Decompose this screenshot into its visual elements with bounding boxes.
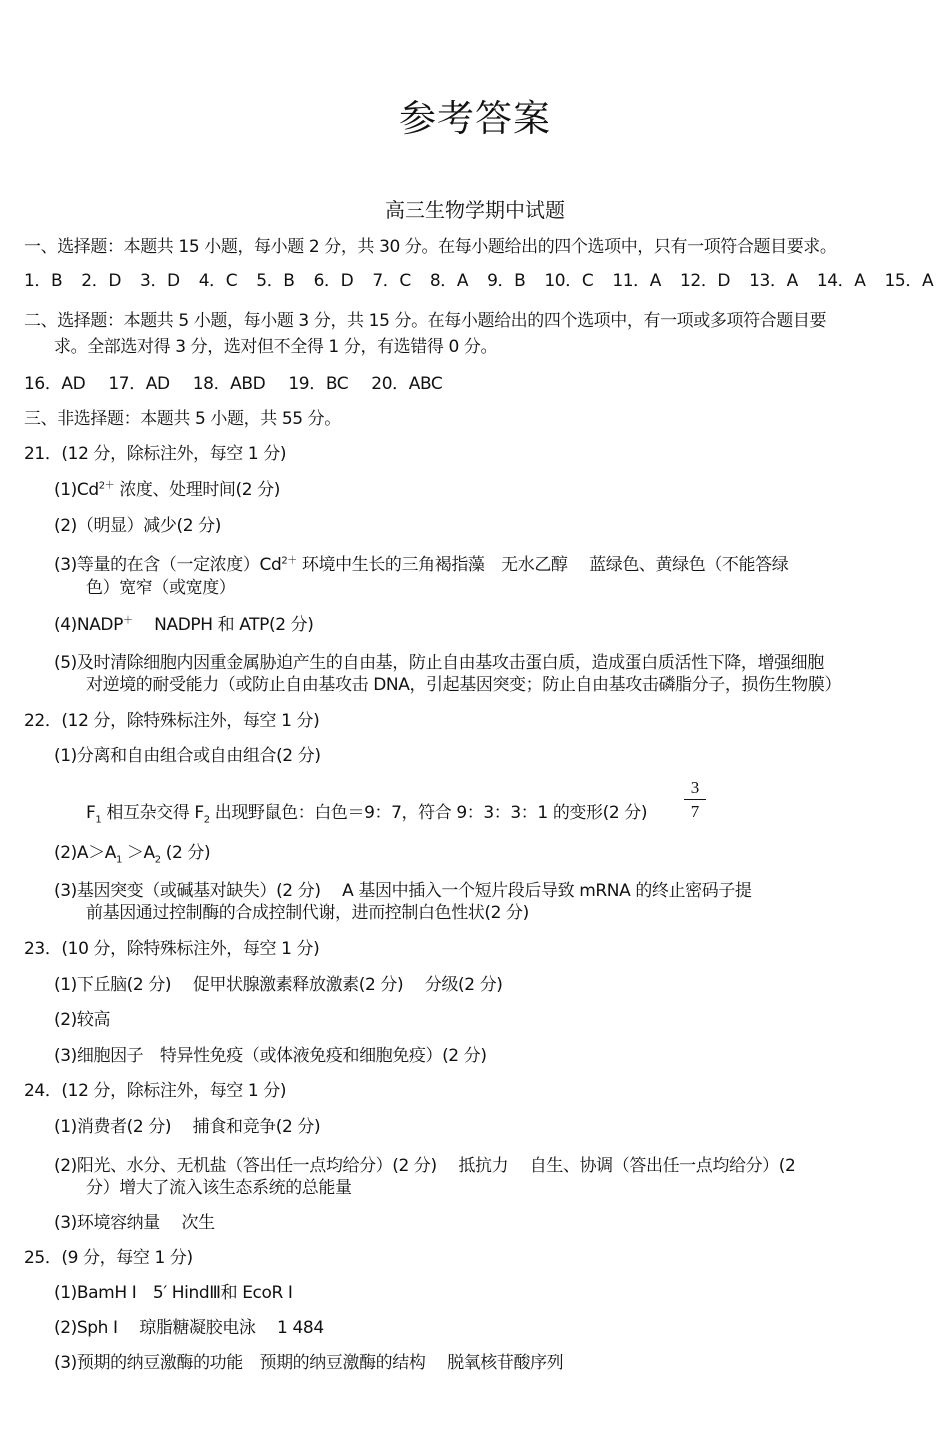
answer-20: 20．ABC bbox=[371, 374, 443, 394]
q23-answer-2: (2)较高 bbox=[54, 1010, 111, 1030]
fraction-numerator: 3 bbox=[690, 778, 700, 797]
q22-a2-post: (2 分) bbox=[160, 843, 211, 863]
subscript: 1 bbox=[95, 814, 102, 826]
subscript: 2 bbox=[154, 854, 161, 866]
section2-answers bbox=[24, 373, 442, 395]
q21-a4-text-post: NADPH 和 ATP(2 分) bbox=[132, 615, 314, 635]
q22-a2-text: (2)A＞A bbox=[54, 843, 116, 863]
q21-answer-1 bbox=[54, 479, 280, 501]
answer-6: 6．D bbox=[313, 271, 354, 291]
q22-answer-3-line1: (3)基因突变（或碱基对缺失）(2 分) A 基因中插入一个短片段后导致 mRNA 的终止密码子提 bbox=[54, 881, 752, 901]
fraction-3-7 bbox=[684, 778, 706, 822]
answer-19: 19．BC bbox=[288, 374, 349, 394]
section3-heading: 三、非选择题：本题共 5 小题，共 55 分。 bbox=[24, 409, 341, 429]
answer-15: 15．A bbox=[884, 271, 934, 291]
q21-answer-3-line1 bbox=[54, 554, 788, 576]
subscript: 1 bbox=[115, 854, 122, 866]
answer-1: 1．B bbox=[24, 271, 63, 291]
answer-8: 8．A bbox=[429, 271, 469, 291]
q21-a3-text: (3)等量的在含（一定浓度）Cd bbox=[54, 555, 282, 575]
q21-answer-2: (2)（明显）减少(2 分) bbox=[54, 516, 221, 536]
q24-answer-3: (3)环境容纳量 次生 bbox=[54, 1213, 215, 1233]
q21-a1-text-post: 浓度、处理时间(2 分) bbox=[119, 480, 281, 500]
answer-17: 17．AD bbox=[108, 374, 170, 394]
answer-18: 18．ABD bbox=[192, 374, 266, 394]
q25-answer-3: (3)预期的纳豆激酶的功能 预期的纳豆激酶的结构 脱氧核苷酸序列 bbox=[54, 1353, 564, 1373]
q23-answer-1: (1)下丘脑(2 分) 促甲状腺激素释放激素(2 分) 分级(2 分) bbox=[54, 975, 503, 995]
q21-a3-text-post: 环境中生长的三角褐指藻 无水乙醇 蓝绿色、黄绿色（不能答绿 bbox=[301, 555, 789, 575]
page-title: 参考答案 bbox=[399, 97, 551, 140]
fraction-denominator: 7 bbox=[690, 802, 700, 821]
superscript: 2＋ bbox=[281, 555, 297, 567]
q21-header: 21．(12 分，除标注外，每空 1 分) bbox=[24, 444, 287, 464]
q24-header: 24．(12 分，除标注外，每空 1 分) bbox=[24, 1081, 287, 1101]
answer-16: 16．AD bbox=[24, 374, 86, 394]
answer-12: 12．D bbox=[680, 271, 731, 291]
q22-text-post: 出现野鼠色：白色＝9：7，符合 9：3：3：1 的变形(2 分) bbox=[209, 803, 648, 823]
q21-a1-text: (1)Cd bbox=[54, 480, 99, 500]
section1-answers bbox=[24, 270, 933, 292]
q21-answer-3-line2: 色）宽窄（或宽度） bbox=[86, 578, 236, 598]
answer-13: 13．A bbox=[749, 271, 798, 291]
q25-answer-2: (2)Sph Ⅰ 琼脂糖凝胶电泳 1 484 bbox=[54, 1318, 324, 1338]
exam-subtitle: 高三生物学期中试题 bbox=[385, 198, 565, 222]
q22-answer-3-line2: 前基因通过控制酶的合成控制代谢，进而控制白色性状(2 分) bbox=[86, 903, 529, 923]
section2-heading-line1: 二、选择题：本题共 5 小题，每小题 3 分，共 15 分。在每小题给出的四个选项中，有一项或多项符合题目要 bbox=[24, 311, 827, 331]
q22-answer-1: (1)分离和自由组合或自由组合(2 分) bbox=[54, 746, 321, 766]
superscript: ＋ bbox=[122, 615, 133, 627]
q21-answer-5-line2: 对逆境的耐受能力（或防止自由基攻击 DNA，引起基因突变；防止自由基攻击磷脂分子，损伤生物膜） bbox=[86, 675, 842, 695]
fraction-bar bbox=[684, 799, 706, 800]
q25-answer-1: (1)BamH Ⅰ 5′ HindⅢ和 EcoR Ⅰ bbox=[54, 1283, 293, 1303]
answer-4: 4．C bbox=[198, 271, 238, 291]
q22-a2-mid: ＞A bbox=[121, 843, 155, 863]
q24-answer-2-line1: (2)阳光、水分、无机盐（答出任一点均给分）(2 分) 抵抗力 自生、协调（答出任一点均给分）(2 bbox=[54, 1156, 796, 1176]
section2-heading-line2: 求。全部选对得 3 分，选对但不全得 1 分，有选错得 0 分。 bbox=[54, 337, 498, 357]
answer-9: 9．B bbox=[487, 271, 526, 291]
q21-answer-5-line1: (5)及时清除细胞内因重金属胁迫产生的自由基，防止自由基攻击蛋白质，造成蛋白质活性下降，增强细胞 bbox=[54, 653, 824, 673]
answer-2: 2．D bbox=[81, 271, 122, 291]
q22-answer-2 bbox=[54, 842, 210, 864]
q22-f1-label: F bbox=[86, 803, 96, 823]
answer-14: 14．A bbox=[816, 271, 866, 291]
q24-answer-2-line2: 分）增大了流入该生态系统的总能量 bbox=[86, 1178, 352, 1198]
answer-5: 5．B bbox=[256, 271, 295, 291]
q22-header: 22．(12 分，除特殊标注外，每空 1 分) bbox=[24, 711, 320, 731]
answer-11: 11．A bbox=[612, 271, 661, 291]
answer-3: 3．D bbox=[140, 271, 180, 291]
q21-a4-text: (4)NADP bbox=[54, 615, 123, 635]
q22-answer-1b bbox=[86, 802, 647, 824]
q21-answer-4 bbox=[54, 614, 314, 636]
q23-answer-3: (3)细胞因子 特异性免疫（或体液免疫和细胞免疫）(2 分) bbox=[54, 1046, 487, 1066]
q25-header: 25．(9 分，每空 1 分) bbox=[24, 1248, 193, 1268]
q24-answer-1: (1)消费者(2 分) 捕食和竞争(2 分) bbox=[54, 1117, 321, 1137]
superscript: 2＋ bbox=[98, 480, 115, 492]
q22-text-mid: 相互杂交得 F bbox=[101, 803, 204, 823]
subscript: 2 bbox=[203, 814, 210, 826]
section1-heading: 一、选择题：本题共 15 小题，每小题 2 分，共 30 分。在每小题给出的四个选项中，只有一项符合题目要求。 bbox=[24, 237, 837, 257]
q23-header: 23．(10 分，除特殊标注外，每空 1 分) bbox=[24, 939, 320, 959]
answer-7: 7．C bbox=[372, 271, 411, 291]
answer-10: 10．C bbox=[544, 271, 594, 291]
